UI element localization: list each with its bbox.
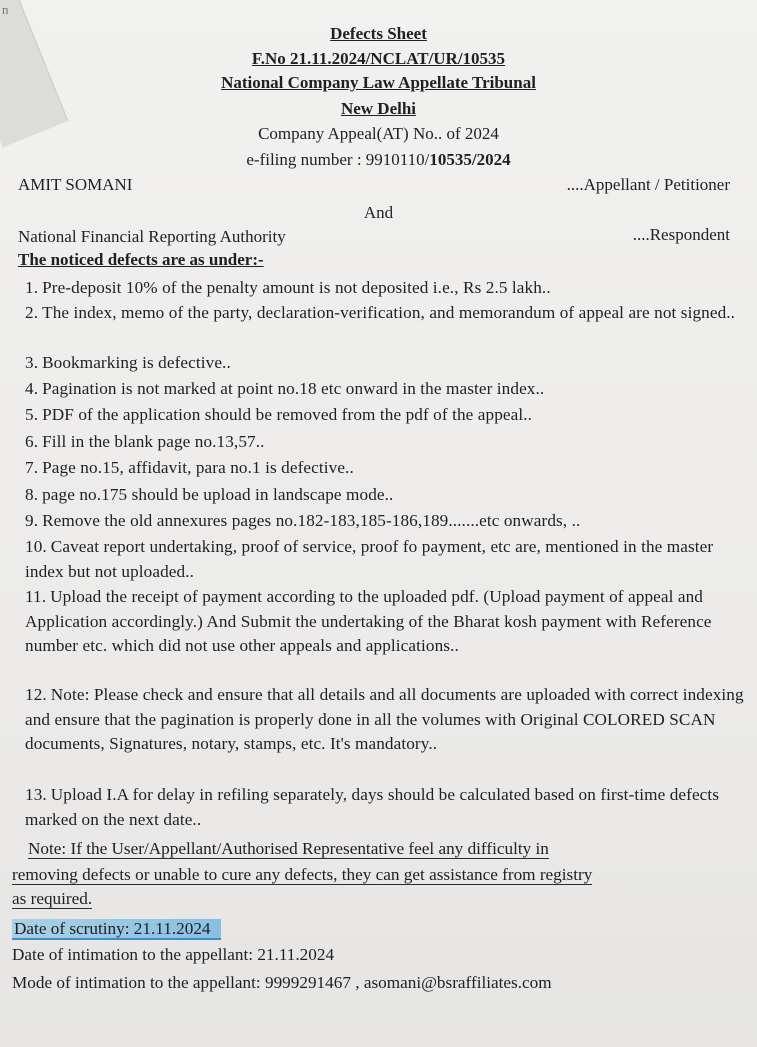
defect-item: 12. Note: Please check and ensure that all details and all documents are uploaded with correct indexing and ensure that the pagination is properly done in all the volumes with Original COLORED SCAN documents, Signatures, notary, stamps, etc. It's mandatory.. [25, 685, 744, 753]
defect-item: 2. The index, memo of the party, declaration-verification, and memorandum of appeal are not signed.. [25, 303, 736, 322]
conjunction: And [363, 203, 394, 222]
defects-heading: The noticed defects are as under:- [18, 250, 264, 269]
city-name: New Delhi [340, 99, 417, 118]
intimation-mode: Mode of intimation to the appellant: 9999291467 , asomani@bsraffiliates.com [12, 973, 552, 992]
defect-item: 6. Fill in the blank page no.13,57.. [25, 432, 265, 451]
defect-item: 13. Upload I.A for delay in refiling separately, days should be calculated based on first-time defects marked on the next date.. [25, 785, 720, 829]
file-number: F.No 21.11.2024/NCLAT/UR/10535 [251, 49, 506, 68]
scrutiny-date: Date of scrutiny: 21.11.2024 [12, 917, 221, 941]
defect-item: 8. page no.175 should be upload in landscape mode.. [25, 485, 394, 504]
defect-item: 10. Caveat report undertaking, proof of service, proof fo payment, etc are, mentioned in the master index but not uploaded.. [25, 537, 714, 581]
sheet-title: Defects Sheet [330, 24, 427, 43]
assistance-note: Note: If the User/Appellant/Authorised Representative feel any difficulty in removing defects or unable to cure any defects, they can get assistance from registry as required. [12, 839, 593, 908]
appellant-role: ....Appellant / Petitioner [566, 175, 730, 194]
appellant-name: AMIT SOMANI [18, 175, 133, 194]
respondent-role: ....Respondent [632, 225, 730, 244]
defect-item: 11. Upload the receipt of payment according to the uploaded pdf. (Upload payment of appeal and Application accordingly.) And Submit the undertaking of the Bharat kosh payment with Reference number etc. which did not use other appeals and applications.. [25, 587, 712, 655]
tribunal-name: National Company Law Appellate Tribunal [221, 73, 536, 92]
efiling-number: e-filing number : 9910110/10535/2024 [246, 150, 511, 169]
intimation-date: Date of intimation to the appellant: 21.11.2024 [12, 945, 335, 964]
defect-item: 5. PDF of the application should be removed from the pdf of the appeal.. [25, 405, 533, 424]
defect-item: 3. Bookmarking is defective.. [25, 353, 231, 372]
defect-item: 1. Pre-deposit 10% of the penalty amount is not deposited i.e., Rs 2.5 lakh.. [25, 278, 551, 297]
appeal-number: Company Appeal(AT) No.. of 2024 [258, 124, 499, 143]
defect-item: 9. Remove the old annexures pages no.182-183,185-186,189.......etc onwards, .. [25, 511, 581, 530]
defect-item: 7. Page no.15, affidavit, para no.1 is defective.. [25, 458, 354, 477]
defect-item: 4. Pagination is not marked at point no.18 etc onward in the master index.. [25, 379, 545, 398]
margin-fragment: n [2, 2, 9, 17]
respondent-name: National Financial Reporting Authority [18, 227, 286, 246]
